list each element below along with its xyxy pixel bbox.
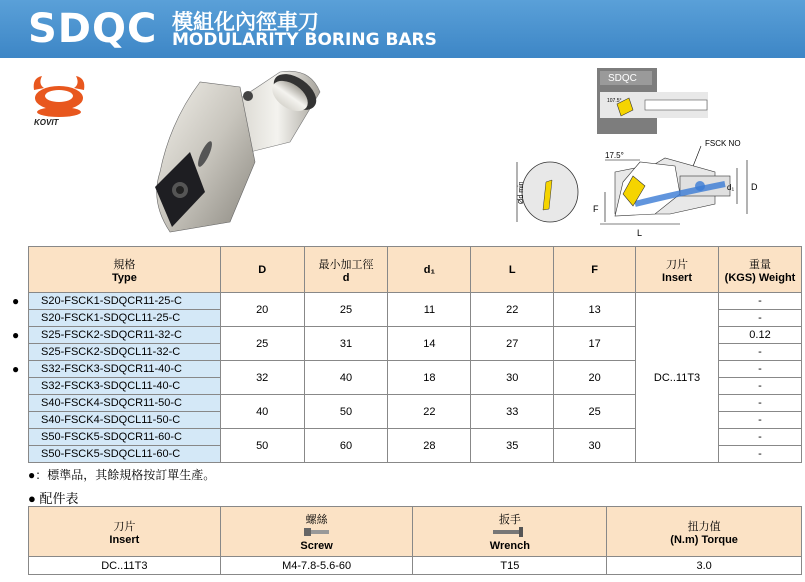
type-cell: S32-FSCK3-SDQCL11-40-C xyxy=(29,378,221,395)
inset-angle: 107.5° xyxy=(607,98,622,104)
D-cell: 50 xyxy=(220,429,304,463)
d-cell: 25 xyxy=(304,293,388,327)
D-cell: 32 xyxy=(220,361,304,395)
specs-table xyxy=(28,246,802,463)
type-cell: S25-FSCK2-SDQCL11-32-C xyxy=(29,344,221,361)
type-cell: S40-FSCK4-SDQCL11-50-C xyxy=(29,412,221,429)
parts-screw-cell: M4-7.8-5.6-60 xyxy=(220,557,413,575)
parts-insert-cell: DC..11T3 xyxy=(29,557,221,575)
d-cell: 50 xyxy=(304,395,388,429)
header-F: F xyxy=(554,247,636,293)
header-type: 規格 Type xyxy=(29,247,221,293)
header-insert: 刀片 Insert xyxy=(636,247,719,293)
D-label: D xyxy=(751,182,758,192)
title-chinese: 模組化內徑車刀 xyxy=(172,10,319,34)
parts-header-wrench: 扳手 Wrench xyxy=(413,507,607,557)
title-english: MODULARITY BORING BARS xyxy=(172,30,437,50)
type-cell: S40-FSCK4-SDQCR11-50-C xyxy=(29,395,221,412)
weight-cell: - xyxy=(719,378,802,395)
logo-text: KOVIT xyxy=(34,118,59,127)
product-code: SDQC xyxy=(28,6,158,52)
header-D: D xyxy=(220,247,304,293)
d1-label: d₁ xyxy=(727,183,735,192)
type-cell: S25-FSCK2-SDQCR11-32-C xyxy=(29,327,221,344)
table-row xyxy=(29,293,802,310)
L-cell: 35 xyxy=(471,429,554,463)
weight-cell: - xyxy=(719,361,802,378)
D-cell: 40 xyxy=(220,395,304,429)
F-cell: 13 xyxy=(554,293,636,327)
fsck-label: FSCK NO xyxy=(705,139,741,148)
technical-drawing xyxy=(505,64,805,246)
D-cell: 25 xyxy=(220,327,304,361)
F-label: F xyxy=(593,204,599,214)
standard-dot: ● xyxy=(12,362,20,376)
parts-title: ● 配件表 xyxy=(28,491,79,506)
inset-label: SDQC xyxy=(608,73,637,84)
header-weight: 重量 (KGS) Weight xyxy=(719,247,802,293)
parts-torque-cell: 3.0 xyxy=(607,557,802,575)
type-cell: S50-FSCK5-SDQCR11-60-C xyxy=(29,429,221,446)
type-cell: S20-FSCK1-SDQCR11-25-C xyxy=(29,293,221,310)
dmin-label: Ød min xyxy=(518,181,525,204)
F-cell: 17 xyxy=(554,327,636,361)
angle-label: 17.5° xyxy=(605,151,624,160)
header-d1: d₁ xyxy=(388,247,471,293)
d-cell: 60 xyxy=(304,429,388,463)
weight-cell: - xyxy=(719,395,802,412)
standard-dot: ● xyxy=(12,294,20,308)
boring-bar-image xyxy=(140,62,340,242)
table-header-row xyxy=(29,247,802,293)
screw-icon xyxy=(304,527,330,537)
parts-header-insert: 刀片 Insert xyxy=(29,507,221,557)
weight-cell: - xyxy=(719,293,802,310)
parts-header-torque: 扭力值 (N.m) Torque xyxy=(607,507,802,557)
L-cell: 33 xyxy=(471,395,554,429)
weight-cell: - xyxy=(719,310,802,327)
standard-note: ●：標準品，其餘規格按訂單生產。 xyxy=(28,468,216,482)
L-cell: 27 xyxy=(471,327,554,361)
F-cell: 20 xyxy=(554,361,636,395)
type-cell: S32-FSCK3-SDQCR11-40-C xyxy=(29,361,221,378)
page-header xyxy=(0,0,805,58)
type-cell: S20-FSCK1-SDQCL11-25-C xyxy=(29,310,221,327)
D-cell: 20 xyxy=(220,293,304,327)
L-cell: 22 xyxy=(471,293,554,327)
F-cell: 30 xyxy=(554,429,636,463)
parts-header-screw: 螺絲 Screw xyxy=(220,507,413,557)
header-d: 最小加工徑 d xyxy=(304,247,388,293)
d1-cell: 22 xyxy=(388,395,471,429)
weight-cell: - xyxy=(719,344,802,361)
weight-cell: - xyxy=(719,429,802,446)
type-cell: S50-FSCK5-SDQCL11-60-C xyxy=(29,446,221,463)
parts-wrench-cell: T15 xyxy=(413,557,607,575)
weight-cell: - xyxy=(719,446,802,463)
d1-cell: 18 xyxy=(388,361,471,395)
wrench-icon xyxy=(493,527,527,537)
parts-header-row xyxy=(29,507,802,557)
insert-cell: DC..11T3 xyxy=(636,293,719,463)
standard-dot: ● xyxy=(12,328,20,342)
d-cell: 40 xyxy=(304,361,388,395)
L-cell: 30 xyxy=(471,361,554,395)
weight-cell: - xyxy=(719,412,802,429)
d1-cell: 28 xyxy=(388,429,471,463)
F-cell: 25 xyxy=(554,395,636,429)
d-cell: 31 xyxy=(304,327,388,361)
parts-row xyxy=(29,557,802,575)
weight-cell: 0.12 xyxy=(719,327,802,344)
L-label: L xyxy=(637,228,643,238)
header-L: L xyxy=(471,247,554,293)
d1-cell: 14 xyxy=(388,327,471,361)
d1-cell: 11 xyxy=(388,293,471,327)
parts-table xyxy=(28,506,802,575)
